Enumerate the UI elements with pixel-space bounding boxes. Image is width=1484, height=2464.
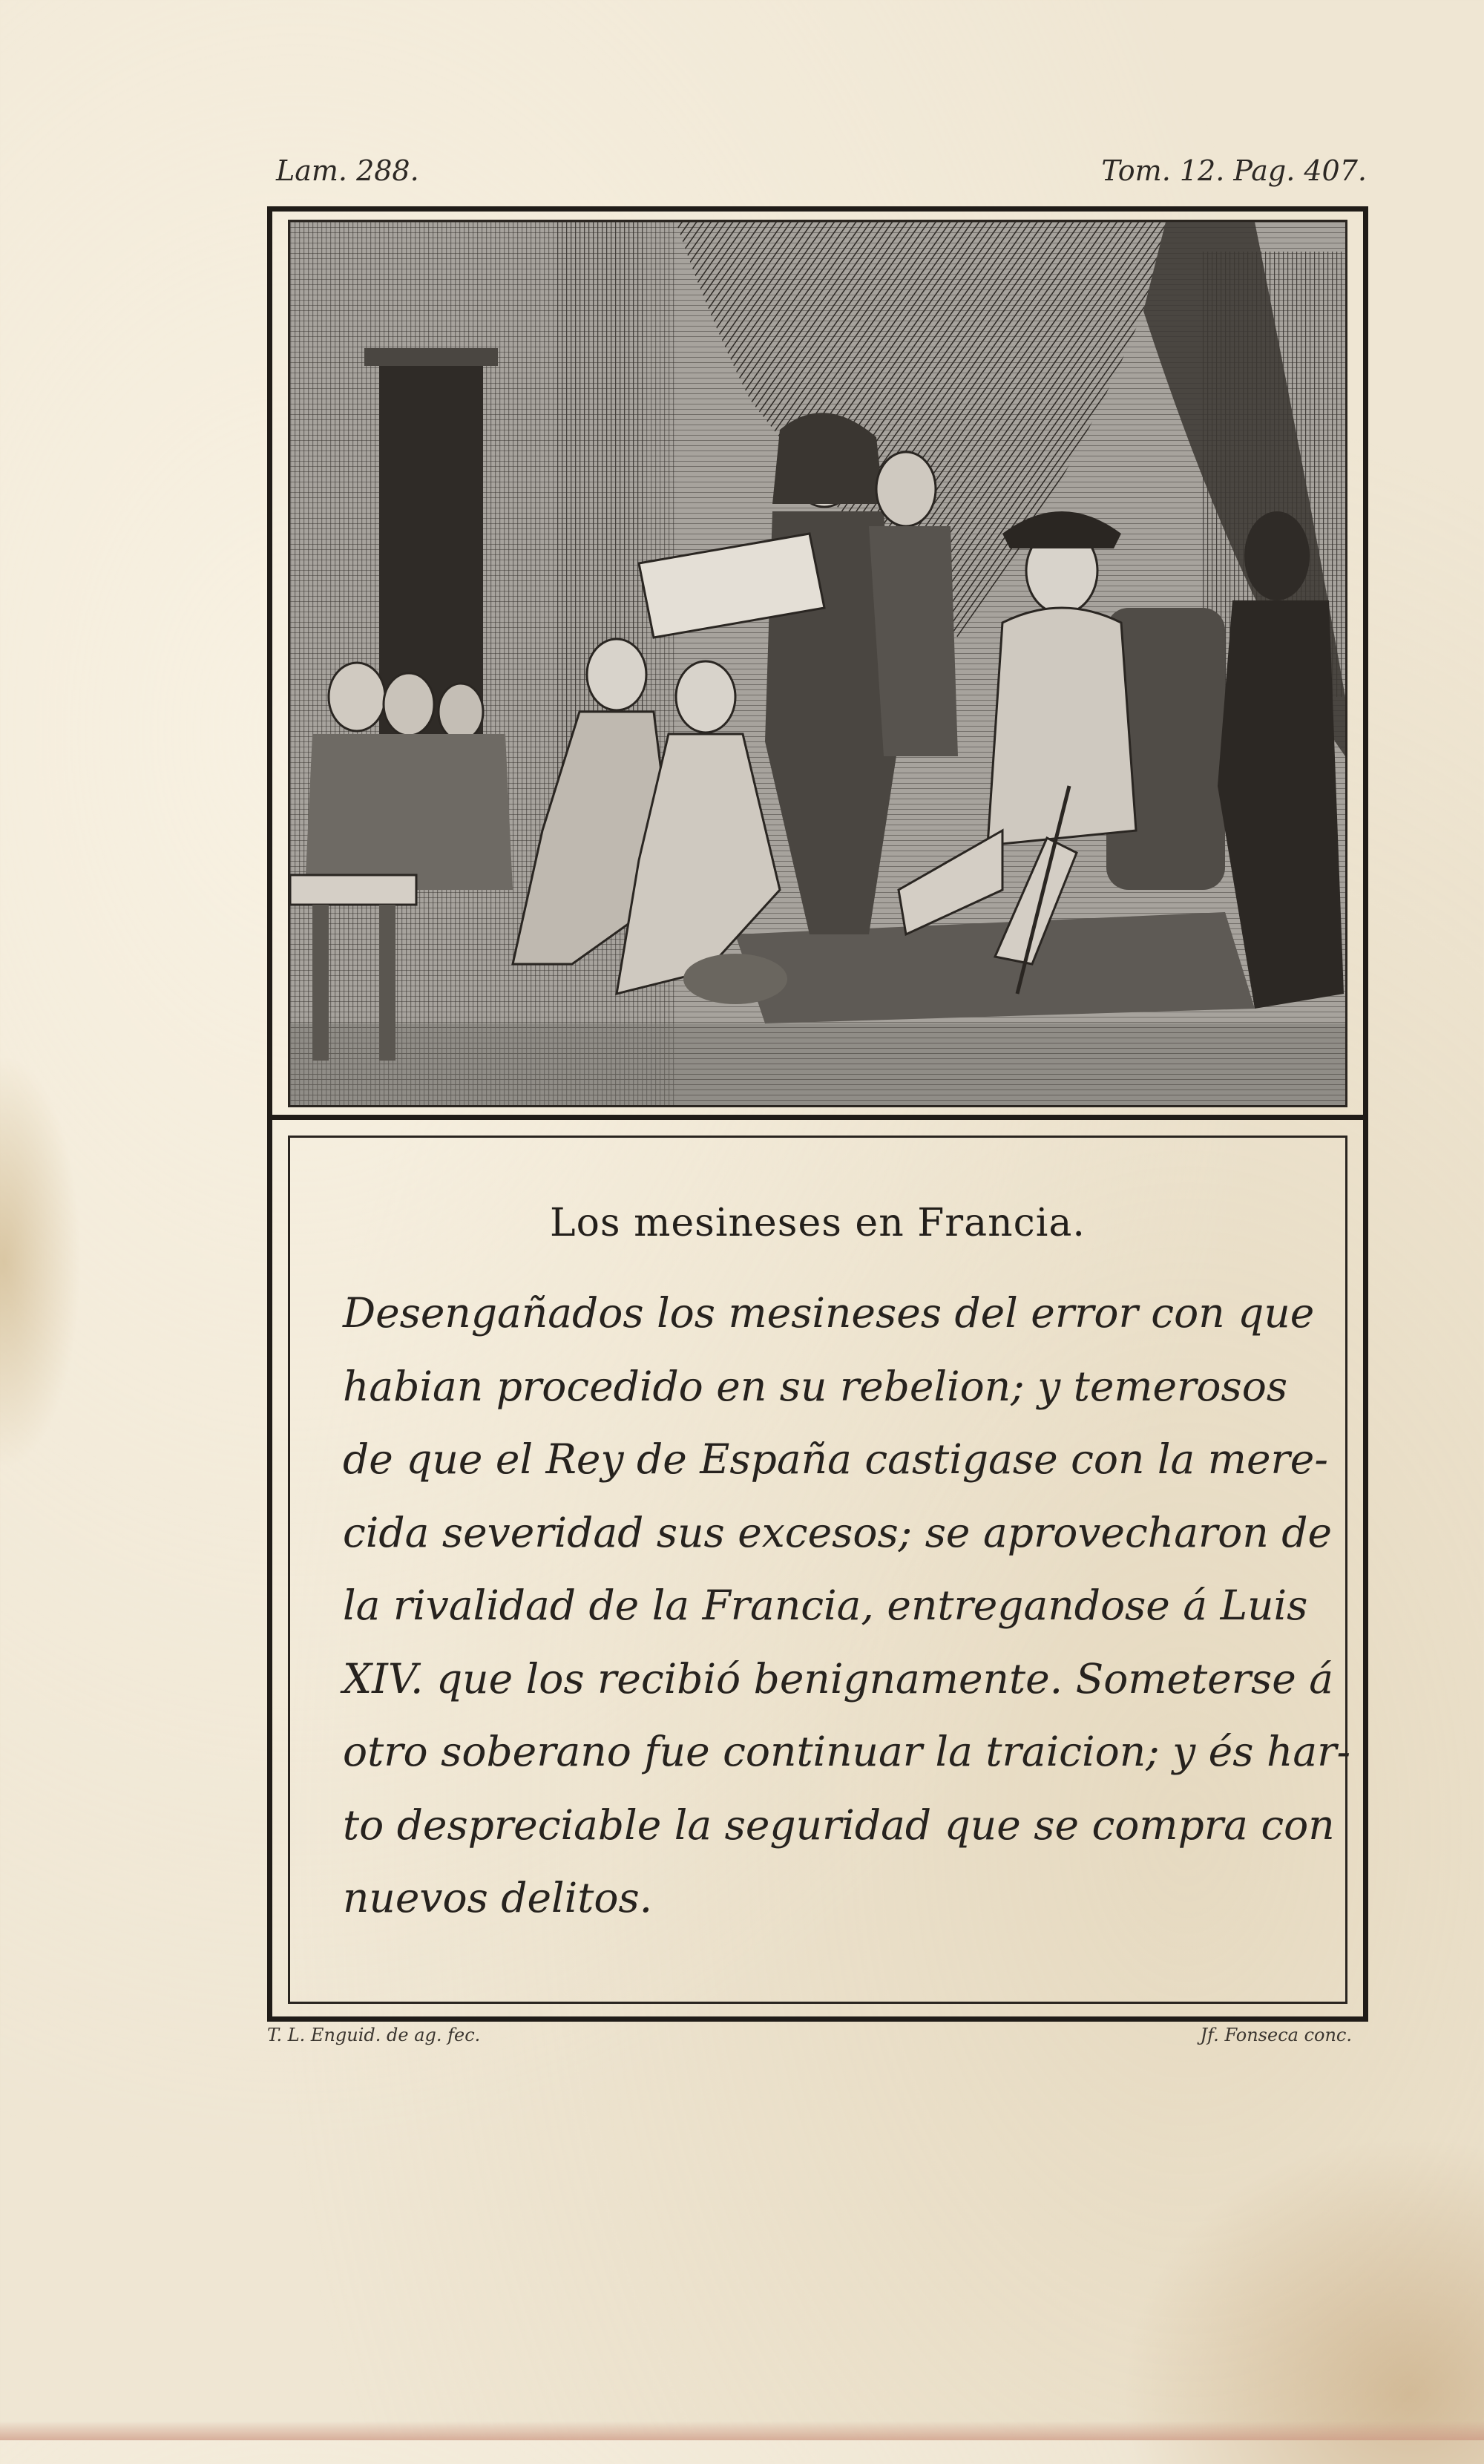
caption-line: nuevos delitos. bbox=[343, 1874, 653, 1921]
caption-line: cida severidad sus excesos; se aprovecharon de bbox=[343, 1508, 1333, 1556]
caption-title: Los mesineses en Francia. bbox=[550, 1201, 1086, 1245]
frame-divider bbox=[267, 1115, 1368, 1120]
caption-line: de que el Rey de España castigase con la mere- bbox=[343, 1435, 1328, 1483]
paper-stain-bottom bbox=[1098, 2115, 1484, 2464]
publisher-credit: Jf. Fonseca conc. bbox=[1200, 2025, 1352, 2045]
engraving-panel bbox=[288, 220, 1347, 1107]
caption-line: la rivalidad de la Francia, entregandose á Luis bbox=[343, 1582, 1308, 1629]
caption-line: Desengañados los mesineses del error con que bbox=[343, 1289, 1315, 1337]
volume-page-reference: Tom. 12. Pag. 407. bbox=[1101, 154, 1367, 187]
paper-edge-bottom bbox=[0, 2421, 1484, 2440]
engraver-credit: T. L. Enguid. de ag. fec. bbox=[267, 2025, 481, 2045]
caption-line: XIV. que los recibió benignamente. Someterse á bbox=[343, 1654, 1334, 1703]
caption-line: otro soberano fue continuar la traicion; y és har- bbox=[343, 1728, 1351, 1775]
caption-line: to despreciable la seguridad que se compra con bbox=[343, 1801, 1335, 1849]
caption-text bbox=[343, 1277, 1351, 1935]
caption-line: habian procedido en su rebelion; y temerosos bbox=[343, 1362, 1288, 1410]
paper-stain-left bbox=[0, 1054, 82, 1469]
plate-number: Lam. 288. bbox=[276, 154, 419, 187]
engraved-scene-illustration bbox=[290, 222, 1345, 1105]
